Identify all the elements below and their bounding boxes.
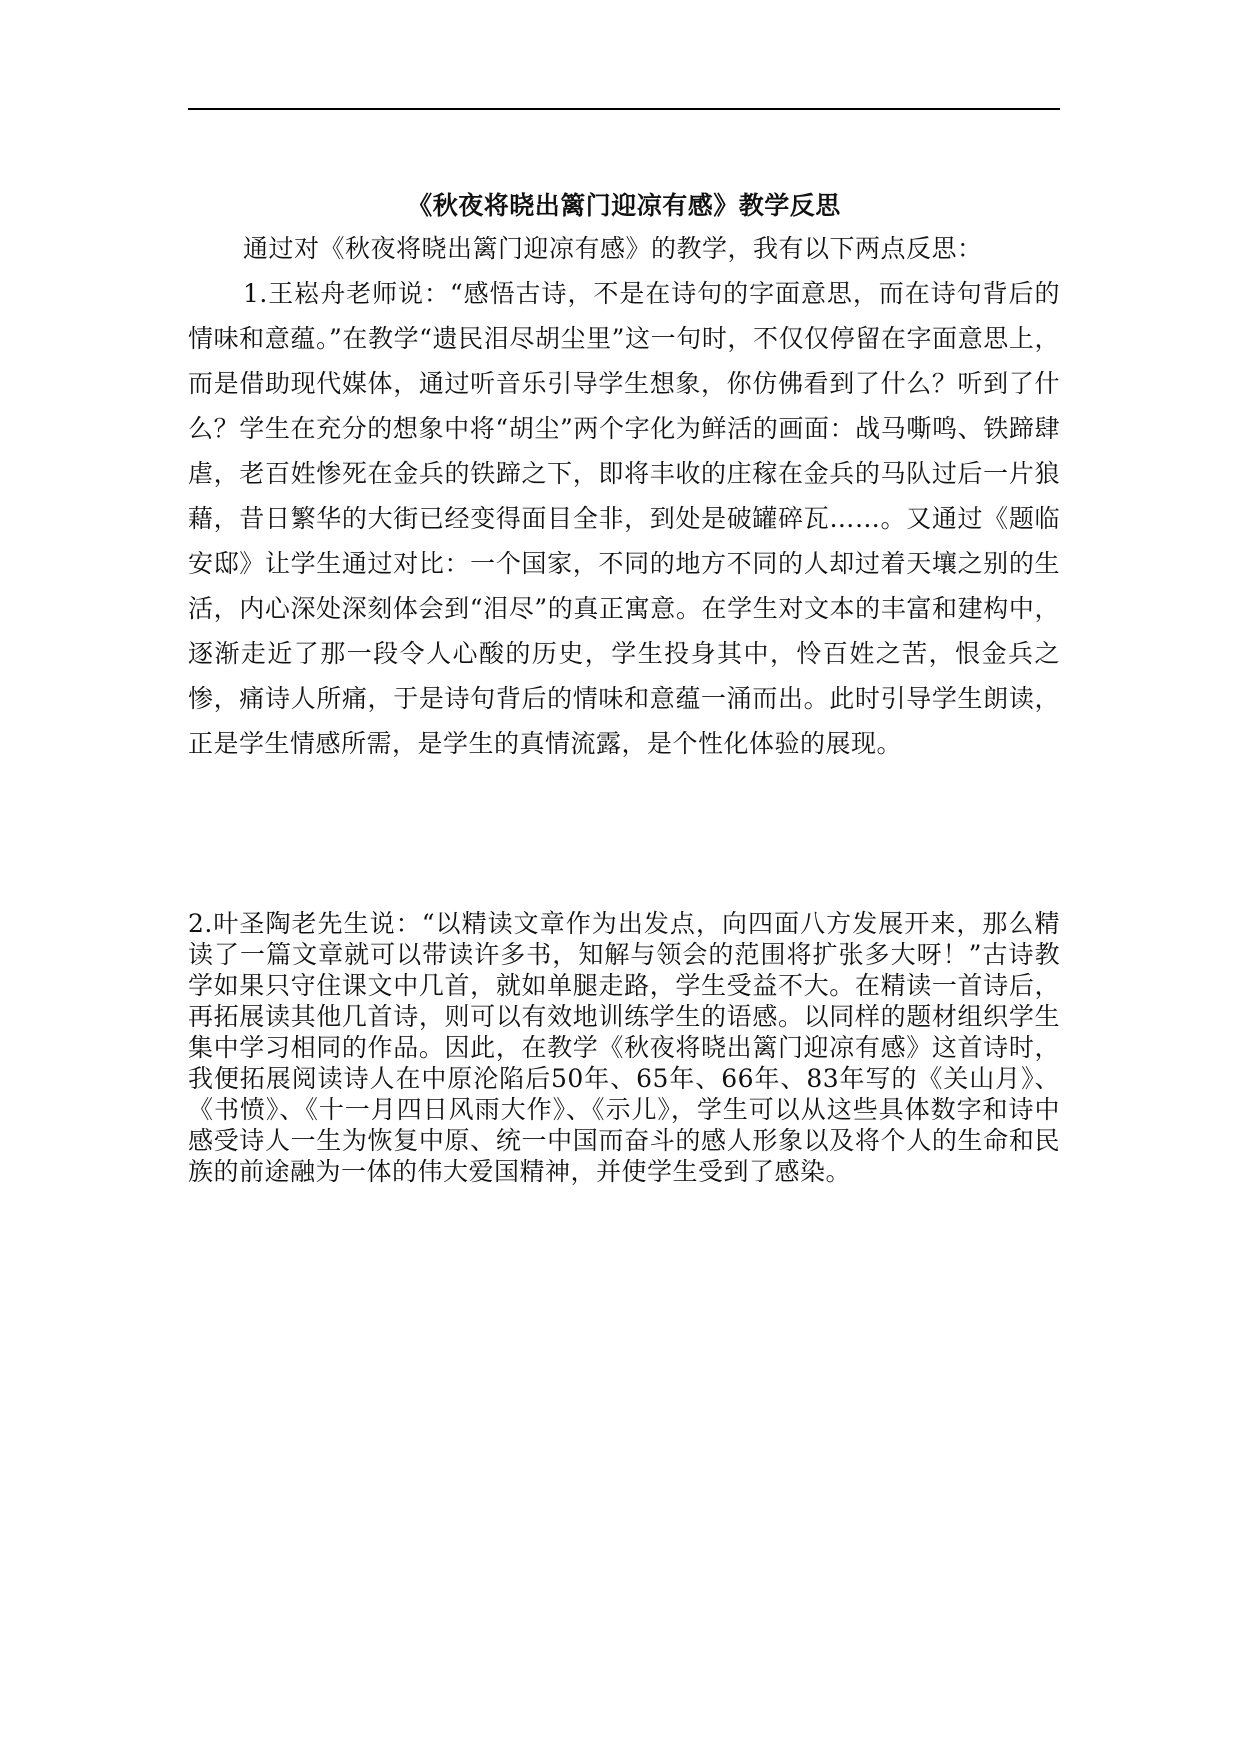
reflection-point-2: 2.叶圣陶老先生说：“以精读文章作为出发点，向四面八方发展开来，那么精读了一篇文章就可以带读许多书，知解与领会的范围将扩张多大呀！”古诗教学如果只守住课文中几首，就如单腿走路，学生受益不大。在精读一首诗后，再拓展读其他几首诗，则可以有效地训练学生的语感。以同样的题材组织学生集中学习相同的作品。因此，在教学《秋夜将晓出篱门迎凉有感》这首诗时，我便拓展阅读诗人在中原沦陷后50年、65年、66年、83年写的《关山月》、《书愤》、《十一月四日风雨大作》、《示儿》，学生可以从这些具体数字和诗中感受诗人一生为恢复中原、统一中国而奋斗的感人形象以及将个人的生命和民族的前途融为一体的伟大爱国精神，并使学生受到了感染。: [188, 909, 1060, 1186]
reflection-point-1: 1.王崧舟老师说：“感悟古诗，不是在诗句的字面意思，而在诗句背后的情味和意蕴。”在教学“遗民泪尽胡尘里”这一句时，不仅仅停留在字面意思上，而是借助现代媒体，通过听音乐引导学生想象，你仿佛看到了什么？听到了什么？学生在充分的想象中将“胡尘”两个字化为鲜活的画面：战马嘶鸣、铁蹄肆虐，老百姓惨死在金兵的铁蹄之下，即将丰收的庄稼在金兵的马队过后一片狼藉，昔日繁华的大街已经变得面目全非，到处是破罐碎瓦……。又通过《题临安邸》让学生通过对比：一个国家，不同的地方不同的人却过着天壤之别的生活，内心深处深刻体会到“泪尽”的真正寓意。在学生对文本的丰富和建构中，逐渐走近了那一段令人心酸的历史，学生投身其中，怜百姓之苦，恨金兵之惨，痛诗人所痛，于是诗句背后的情味和意蕴一涌而出。此时引导学生朗读，正是学生情感所需，是学生的真情流露，是个性化体验的展现。: [188, 279, 1060, 758]
intro-paragraph: 通过对《秋夜将晓出篱门迎凉有感》的教学，我有以下两点反思：: [243, 234, 983, 263]
header-rule: [188, 108, 1060, 110]
document-title: 《秋夜将晓出篱门迎凉有感》教学反思: [407, 191, 841, 220]
